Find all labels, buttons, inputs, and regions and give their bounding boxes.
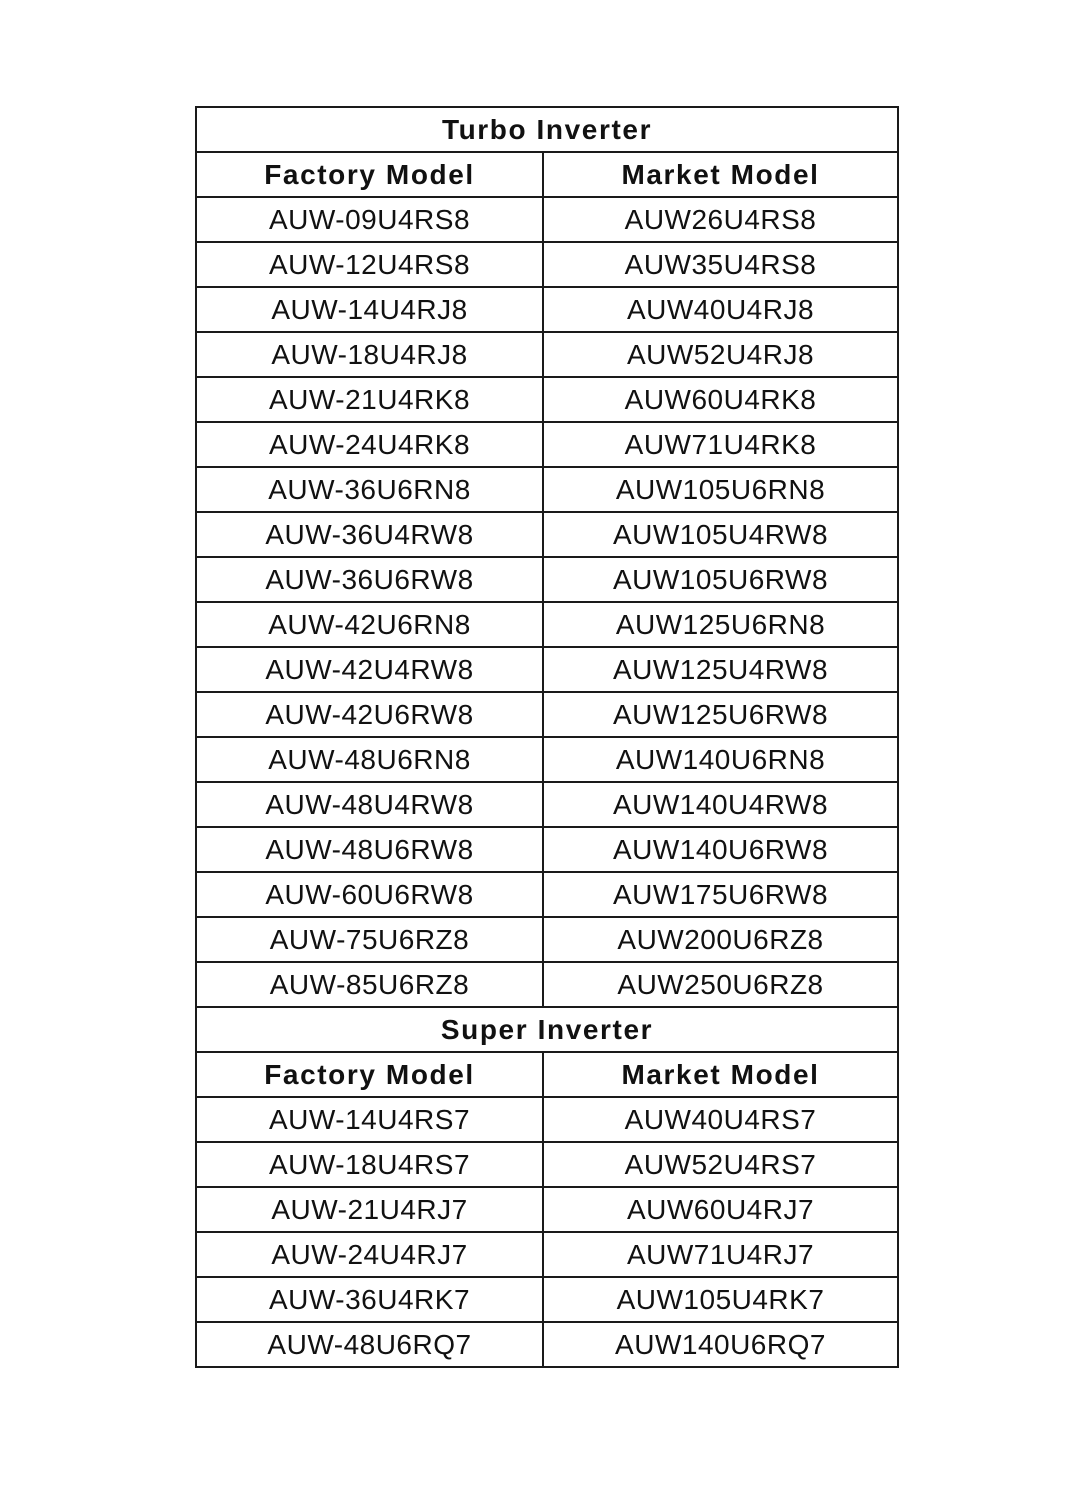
column-header-row bbox=[196, 152, 898, 197]
table-row bbox=[196, 1232, 898, 1277]
market-model-cell: AUW140U6RQ7 bbox=[543, 1322, 898, 1367]
market-model-cell: AUW52U4RJ8 bbox=[543, 332, 898, 377]
table-row bbox=[196, 782, 898, 827]
table-row bbox=[196, 467, 898, 512]
market-model-cell: AUW40U4RS7 bbox=[543, 1097, 898, 1142]
market-model-cell: AUW140U6RN8 bbox=[543, 737, 898, 782]
market-model-cell: AUW125U6RN8 bbox=[543, 602, 898, 647]
factory-model-cell: AUW-21U4RJ7 bbox=[196, 1187, 543, 1232]
factory-model-cell: AUW-48U6RW8 bbox=[196, 827, 543, 872]
market-model-cell: AUW60U4RK8 bbox=[543, 377, 898, 422]
table-row bbox=[196, 287, 898, 332]
factory-model-cell: AUW-14U4RS7 bbox=[196, 1097, 543, 1142]
market-model-cell: AUW125U6RW8 bbox=[543, 692, 898, 737]
factory-model-cell: AUW-42U4RW8 bbox=[196, 647, 543, 692]
table-row bbox=[196, 377, 898, 422]
market-model-cell: AUW52U4RS7 bbox=[543, 1142, 898, 1187]
table-row bbox=[196, 422, 898, 467]
table-row bbox=[196, 737, 898, 782]
factory-model-cell: AUW-75U6RZ8 bbox=[196, 917, 543, 962]
factory-model-cell: AUW-14U4RJ8 bbox=[196, 287, 543, 332]
factory-model-cell: AUW-48U6RQ7 bbox=[196, 1322, 543, 1367]
table-row bbox=[196, 1322, 898, 1367]
section-title-row bbox=[196, 107, 898, 152]
turbo-inverter-title: Turbo Inverter bbox=[196, 107, 898, 152]
market-model-cell: AUW71U4RJ7 bbox=[543, 1232, 898, 1277]
factory-model-cell: AUW-60U6RW8 bbox=[196, 872, 543, 917]
factory-model-cell: AUW-36U4RW8 bbox=[196, 512, 543, 557]
section-title-row bbox=[196, 1007, 898, 1052]
market-model-cell: AUW105U4RK7 bbox=[543, 1277, 898, 1322]
table-row bbox=[196, 242, 898, 287]
table-row bbox=[196, 1097, 898, 1142]
factory-model-cell: AUW-21U4RK8 bbox=[196, 377, 543, 422]
market-model-header: Market Model bbox=[543, 152, 898, 197]
table-row bbox=[196, 332, 898, 377]
factory-model-cell: AUW-48U6RN8 bbox=[196, 737, 543, 782]
table-row bbox=[196, 872, 898, 917]
market-model-cell: AUW140U4RW8 bbox=[543, 782, 898, 827]
factory-model-cell: AUW-24U4RK8 bbox=[196, 422, 543, 467]
market-model-cell: AUW200U6RZ8 bbox=[543, 917, 898, 962]
table-row bbox=[196, 647, 898, 692]
factory-model-header: Factory Model bbox=[196, 152, 543, 197]
market-model-cell: AUW71U4RK8 bbox=[543, 422, 898, 467]
factory-model-cell: AUW-36U4RK7 bbox=[196, 1277, 543, 1322]
market-model-cell: AUW26U4RS8 bbox=[543, 197, 898, 242]
market-model-cell: AUW125U4RW8 bbox=[543, 647, 898, 692]
market-model-cell: AUW105U6RN8 bbox=[543, 467, 898, 512]
market-model-cell: AUW60U4RJ7 bbox=[543, 1187, 898, 1232]
model-table bbox=[195, 106, 899, 1368]
market-model-cell: AUW175U6RW8 bbox=[543, 872, 898, 917]
factory-model-cell: AUW-18U4RS7 bbox=[196, 1142, 543, 1187]
market-model-cell: AUW35U4RS8 bbox=[543, 242, 898, 287]
factory-model-cell: AUW-85U6RZ8 bbox=[196, 962, 543, 1007]
super-inverter-title: Super Inverter bbox=[196, 1007, 898, 1052]
table-row bbox=[196, 557, 898, 602]
factory-model-cell: AUW-42U6RW8 bbox=[196, 692, 543, 737]
table-row bbox=[196, 962, 898, 1007]
table-row bbox=[196, 1142, 898, 1187]
market-model-cell: AUW105U6RW8 bbox=[543, 557, 898, 602]
table-row bbox=[196, 512, 898, 557]
table-row bbox=[196, 692, 898, 737]
table-row bbox=[196, 602, 898, 647]
market-model-cell: AUW105U4RW8 bbox=[543, 512, 898, 557]
market-model-cell: AUW40U4RJ8 bbox=[543, 287, 898, 332]
market-model-cell: AUW140U6RW8 bbox=[543, 827, 898, 872]
table-row bbox=[196, 917, 898, 962]
table-row bbox=[196, 827, 898, 872]
table-row bbox=[196, 197, 898, 242]
factory-model-cell: AUW-42U6RN8 bbox=[196, 602, 543, 647]
table-row bbox=[196, 1277, 898, 1322]
table-body bbox=[196, 107, 898, 1367]
table-row bbox=[196, 1187, 898, 1232]
factory-model-cell: AUW-48U4RW8 bbox=[196, 782, 543, 827]
factory-model-cell: AUW-36U6RW8 bbox=[196, 557, 543, 602]
factory-model-cell: AUW-36U6RN8 bbox=[196, 467, 543, 512]
market-model-header: Market Model bbox=[543, 1052, 898, 1097]
factory-model-cell: AUW-18U4RJ8 bbox=[196, 332, 543, 377]
column-header-row bbox=[196, 1052, 898, 1097]
factory-model-cell: AUW-09U4RS8 bbox=[196, 197, 543, 242]
factory-model-header: Factory Model bbox=[196, 1052, 543, 1097]
factory-model-cell: AUW-12U4RS8 bbox=[196, 242, 543, 287]
factory-model-cell: AUW-24U4RJ7 bbox=[196, 1232, 543, 1277]
market-model-cell: AUW250U6RZ8 bbox=[543, 962, 898, 1007]
